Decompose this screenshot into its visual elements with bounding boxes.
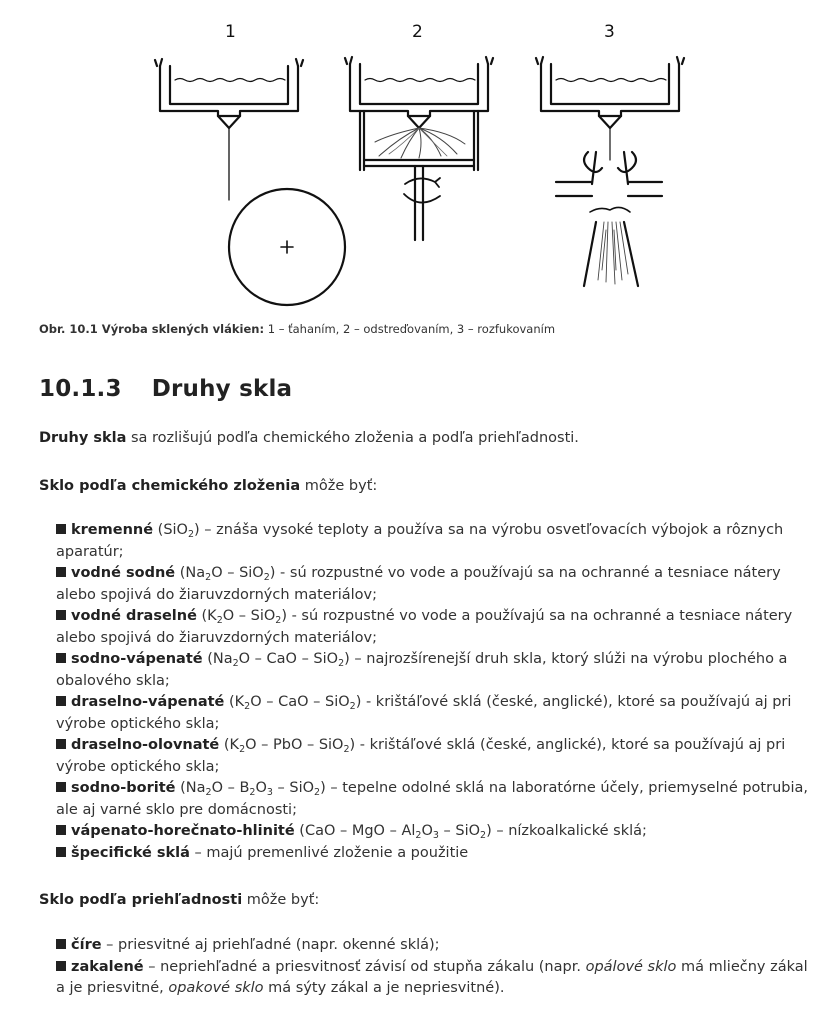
formula-part: O – CaO – SiO: [238, 651, 339, 667]
item-description: má mliečny zákal a je priesvitné,: [56, 958, 808, 996]
list-item: [56, 935, 816, 957]
formula-subscript: 2: [314, 787, 321, 798]
item-example-term: opálové sklo: [585, 958, 677, 975]
item-description: má sýty zákal a je nepriesvitné).: [263, 980, 505, 996]
formula-subscript: 2: [415, 830, 422, 841]
diagram-centrifugal-method: [345, 57, 493, 240]
formula-part: ): [194, 522, 200, 538]
bullet-square-icon: [56, 739, 66, 749]
item-description: – nízkoalkalické sklá;: [491, 823, 647, 839]
diagram-drawing-method: [155, 59, 345, 305]
item-formula: [180, 565, 276, 581]
formula-part: – SiO: [272, 780, 315, 796]
composition-heading: [39, 478, 377, 494]
list-item: [56, 735, 816, 778]
item-description: – majú premenlivé zloženie a použitie: [189, 844, 469, 861]
formula-subscript: 2: [343, 744, 350, 755]
item-formula: [207, 651, 350, 667]
formula-part: ): [269, 565, 276, 581]
item-description: – priesvitné aj priehľadné (napr. okenné sklá);: [101, 937, 440, 953]
item-name: kremenné: [71, 522, 154, 538]
item-formula: [229, 694, 361, 710]
intro-text: sa rozlišujú podľa chemického zloženia a podľa priehľadnosti.: [126, 430, 579, 446]
composition-heading-text: môže byť:: [300, 478, 378, 494]
formula-part: ): [281, 608, 287, 624]
formula-part: O – B: [211, 780, 250, 796]
formula-part: (Na: [180, 780, 206, 796]
transparency-heading-bold: Sklo podľa priehľadnosti: [39, 892, 243, 908]
figure-label-2: 2: [412, 22, 423, 42]
transparency-list: [56, 935, 816, 1000]
intro-bold: Druhy skla: [39, 430, 127, 446]
figure-label-1: 1: [225, 22, 236, 42]
formula-subscript: 2: [275, 615, 282, 626]
bullet-square-icon: [56, 847, 66, 857]
formula-subscript: 2: [232, 658, 239, 669]
formula-part: – SiO: [438, 823, 481, 839]
bullet-square-icon: [56, 961, 66, 971]
formula-part: (K: [201, 608, 217, 624]
bullet-square-icon: [56, 939, 66, 949]
formula-subscript: 2: [263, 572, 270, 583]
item-description: – znáša vysoké teploty a používa sa na výrobu osvetľovacích výbojok a rôznych aparatúr;: [56, 522, 784, 560]
bullet-square-icon: [56, 567, 66, 577]
transparency-heading: [39, 892, 319, 908]
bullet-square-icon: [56, 825, 66, 835]
list-item: [56, 563, 816, 606]
item-formula: [202, 608, 287, 624]
composition-list: [56, 520, 816, 864]
item-formula: [180, 780, 326, 796]
formula-subscript: 3: [266, 787, 273, 798]
item-formula: [158, 522, 200, 538]
list-item: [56, 520, 816, 563]
formula-part: (K: [229, 694, 245, 710]
item-name: sodno-borité: [71, 780, 176, 796]
formula-part: ): [344, 651, 350, 667]
list-item: [56, 692, 816, 735]
item-description: - sú rozpustné vo vode a používajú sa na ochranné a tesniace nátery alebo spojivá do žiaruvzdorných materiálov;: [56, 608, 793, 646]
figure-label-3: 3: [604, 22, 615, 42]
figure-drawing: [0, 0, 834, 320]
bullet-square-icon: [56, 782, 66, 792]
intro-paragraph: [39, 430, 579, 446]
diagram-blowing-method: [536, 57, 684, 286]
item-formula: [299, 823, 491, 839]
formula-part: (Na: [207, 651, 233, 667]
formula-subscript: 3: [432, 830, 439, 841]
item-name: vodné draselné: [71, 608, 197, 624]
list-item: [56, 843, 816, 865]
formula-part: O: [421, 823, 433, 839]
formula-subscript: 2: [480, 830, 487, 841]
formula-subscript: 2: [239, 744, 246, 755]
formula-part: O – SiO: [211, 565, 264, 581]
list-item: [56, 778, 816, 821]
caption-prefix: Obr. 10.1 Výroba sklených vlákien:: [39, 322, 265, 336]
formula-subscript: 2: [187, 529, 195, 540]
item-description: – tepelne odolné sklá na laboratórne účely, priemyselné potrubia, ale aj varné sklo pre domácnosti;: [56, 780, 808, 818]
list-item: [56, 957, 816, 1000]
figure-glass-fiber-production: [0, 0, 834, 336]
item-name: draselno-olovnaté: [71, 737, 220, 753]
formula-subscript: 2: [205, 572, 212, 583]
item-name: sodno-vápenaté: [71, 651, 203, 667]
transparency-heading-text: môže byť:: [242, 892, 320, 908]
list-item: [56, 649, 816, 692]
item-name: číre: [71, 937, 102, 953]
formula-part: (K: [223, 737, 240, 753]
formula-subscript: 2: [249, 787, 256, 798]
formula-part: ): [349, 737, 356, 753]
formula-part: ): [486, 823, 492, 839]
formula-part: ): [355, 694, 362, 710]
item-name: vápenato-horečnato-hlinité: [71, 823, 295, 839]
bullet-square-icon: [56, 653, 66, 663]
formula-part: ): [320, 780, 326, 796]
formula-subscript: 2: [349, 701, 356, 712]
item-description: – nepriehľadné a priesvitnosť závisí od stupňa zákalu (napr.: [143, 958, 586, 975]
formula-subscript: 2: [205, 787, 212, 798]
item-description: – najrozšírenejší druh skla, ktorý slúži na výrobu plochého a obalového skla;: [56, 651, 788, 689]
section-title: Druhy skla: [151, 376, 293, 402]
list-item: [56, 606, 816, 649]
formula-part: O – SiO: [222, 608, 276, 624]
formula-part: (SiO: [157, 522, 188, 538]
item-formula: [224, 737, 355, 753]
bullet-square-icon: [56, 696, 66, 706]
bullet-square-icon: [56, 524, 66, 534]
section-heading: [39, 376, 292, 402]
formula-part: O: [255, 780, 267, 796]
item-description: - sú rozpustné vo vode a používajú sa na ochranné a tesniace nátery alebo spojivá do žiaruvzdorných materiálov;: [56, 565, 781, 603]
item-description: - krištáľové sklá (české, anglické), ktoré sa používajú aj pri výrobe optického skla;: [56, 694, 792, 732]
figure-caption: [39, 322, 555, 336]
item-example-term: opakové sklo: [168, 980, 264, 996]
formula-part: O – CaO – SiO: [250, 694, 350, 710]
formula-part: (Na: [179, 565, 206, 581]
section-number: 10.1.3: [39, 376, 122, 402]
formula-subscript: 2: [216, 615, 223, 626]
bullet-square-icon: [56, 610, 66, 620]
item-name: zakalené: [71, 958, 144, 975]
composition-heading-bold: Sklo podľa chemického zloženia: [39, 478, 301, 494]
formula-subscript: 2: [338, 658, 345, 669]
item-description: - krištáľové sklá (české, anglické), ktoré sa používajú aj pri výrobe optického skla;: [56, 737, 786, 775]
item-name: vodné sodné: [71, 565, 176, 581]
item-name: špecifické sklá: [71, 844, 190, 861]
formula-subscript: 2: [244, 701, 251, 712]
formula-part: O – PbO – SiO: [245, 737, 344, 753]
item-name: draselno-vápenaté: [71, 694, 225, 710]
caption-text: 1 – ťahaním, 2 – odstreďovaním, 3 – rozfukovaním: [264, 322, 556, 336]
list-item: [56, 821, 816, 843]
formula-part: (CaO – MgO – Al: [299, 823, 416, 839]
